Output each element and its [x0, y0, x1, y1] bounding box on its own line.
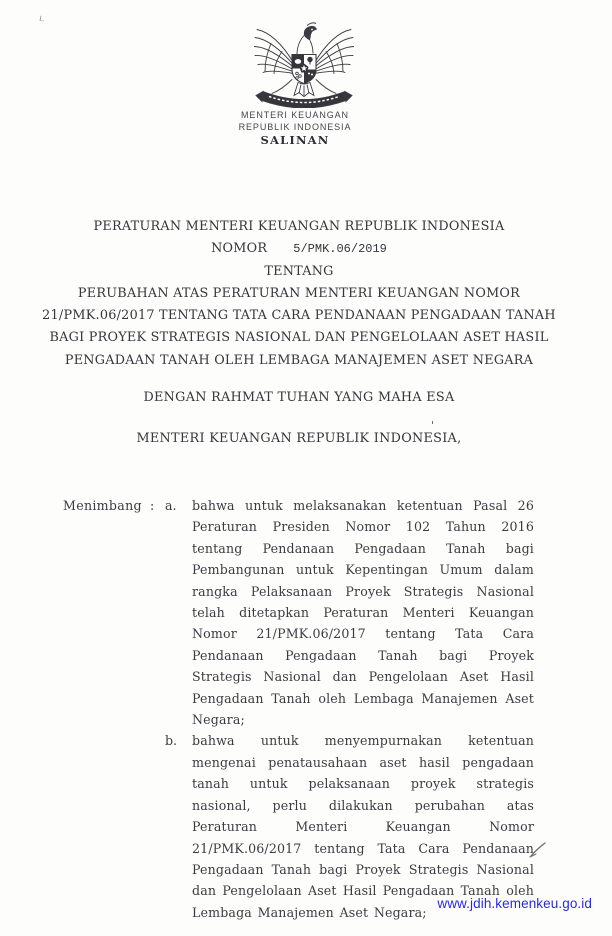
nomor-label: NOMOR — [211, 241, 268, 257]
jdih-watermark-url: www.jdih.kemenkeu.go.id — [437, 896, 592, 911]
scan-speck — [40, 16, 45, 22]
menimbang-items — [165, 495, 534, 923]
regulation-number-line — [0, 238, 598, 260]
paraph-icon — [527, 839, 551, 863]
item-letter: a. — [165, 498, 177, 513]
subject-line-1: PERUBAHAN ATAS PERATURAN MENTERI KEUANGAN NOMOR — [77, 285, 521, 301]
regulation-title-block — [0, 216, 598, 372]
authority-line: MENTERI KEUANGAN REPUBLIK INDONESIA, — [136, 431, 462, 446]
menimbang-section — [63, 495, 534, 923]
item-text: bahwa untuk melaksanakan ketentuan Pasal 26 Peraturan Presiden Nomor 102 Tahun 2016 tentang Pendanaan Pengadaan Tanah bagi Pembangunan untuk Kepentingan Umum dalam rangka Pelaksanaan Proyek Strategis Nasional telah ditetapkan Peraturan Menteri Keuangan Nomor 21/PMK.06/2017 tentang Tata Cara Pendanaan Pengadaan Tanah bagi Proyek Strategis Nasional dan Pengelolaan Aset Hasil Pengadaan Tanah oleh Lembaga Manajemen Aset Negara; — [192, 498, 534, 728]
ministry-country: REPUBLIK INDONESIA — [238, 122, 352, 132]
garuda-pancasila-emblem — [254, 21, 354, 108]
regulation-title-line: PERATURAN MENTERI KEUANGAN REPUBLIK INDONESIA — [93, 219, 505, 234]
item-letter: b. — [165, 733, 178, 749]
salinan-copy-stamp: SALINAN — [260, 133, 330, 147]
consideration-item-b — [165, 730, 534, 923]
ministry-name: MENTERI KEUANGAN — [241, 110, 349, 120]
tentang-label: TENTANG — [264, 263, 334, 279]
subject-line-4: PENGADAAN TANAH OLEH LEMBAGA MANAJEMEN ASET NEGARA — [64, 352, 534, 368]
garuda-emblem-icon — [254, 21, 354, 108]
item-text: bahwa untuk menyempurnakan ketentuan mengenai penatausahaan aset hasil pengadaan tanah untuk pelaksanaan proyek strategis nasional, perlu dilakukan perubahan atas Peraturan Menteri Keuangan Nomor 21/PMK.06/2017 tentang Tata Cara Pendanaan Pengadaan Tanah bagi Proyek Strategis Nasional dan Pengelolaan Aset Hasil Pengadaan Tanah oleh Lembaga Manajemen Aset Negara; — [192, 733, 534, 920]
subject-line-2: 21/PMK.06/2017 TENTANG TATA CARA PENDANAAN PENGADAAN TANAH — [42, 308, 556, 324]
consideration-item-a — [165, 495, 534, 730]
invocation-line: DENGAN RAHMAT TUHAN YANG MAHA ESA — [143, 390, 455, 405]
handwritten-paraph-mark — [527, 839, 551, 863]
menimbang-label: Menimbang — [63, 498, 142, 513]
scan-stray-mark: ' — [431, 419, 435, 432]
menimbang-colon: : — [150, 498, 155, 513]
nomor-value: 5/PMK.06/2019 — [293, 242, 387, 257]
subject-line-3: BAGI PROYEK STRATEGIS NASIONAL DAN PENGELOLAAN ASET HASIL — [49, 330, 549, 346]
